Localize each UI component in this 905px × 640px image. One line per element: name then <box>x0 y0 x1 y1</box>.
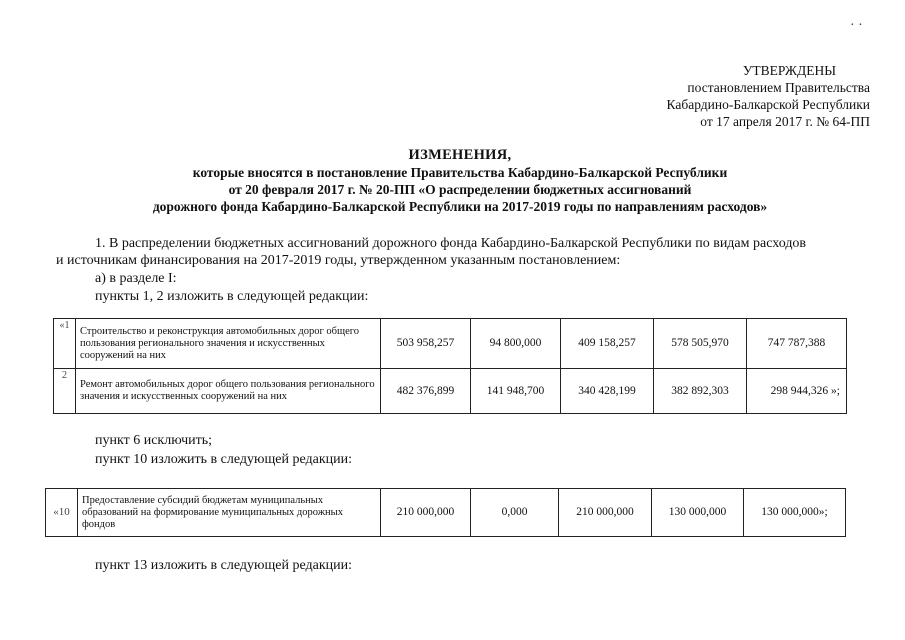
paragraph-item-13: пункт 13 изложить в следующей редакции: <box>95 558 352 573</box>
value-cell: 94 800,000 <box>471 319 561 369</box>
document-title <box>60 147 860 215</box>
value-cell: 482 376,899 <box>381 369 471 414</box>
approval-line-1: постановлением Правительства <box>687 80 870 95</box>
value-cell: 382 892,303 <box>654 369 747 414</box>
value-cell: 141 948,700 <box>471 369 561 414</box>
value-cell: 503 958,257 <box>381 319 471 369</box>
paragraph-section: а) в разделе I: <box>95 271 177 286</box>
paragraph-item-10: пункт 10 изложить в следующей редакции: <box>95 452 352 467</box>
value-cell: 0,000 <box>471 489 559 537</box>
changes-table-1 <box>53 318 847 414</box>
table-row <box>54 369 847 414</box>
value-cell: 130 000,000 <box>652 489 744 537</box>
value-cell: 409 158,257 <box>561 319 654 369</box>
changes-table-2 <box>45 488 846 537</box>
approval-line-3: от 17 апреля 2017 г. № 64-ПП <box>700 114 870 129</box>
paragraph-1-line-1: 1. В распределении бюджетных ассигнований дорожного фонда Кабардино-Балкарской Республики по видам расходов <box>95 236 807 251</box>
row-number: «1 <box>54 319 76 369</box>
table-row <box>54 319 847 369</box>
value-cell: 578 505,970 <box>654 319 747 369</box>
row-description: Предоставление субсидий бюджетам муниципальных образований на формирование муниципальных дорожных фондов <box>78 489 381 537</box>
row-number: «10 <box>46 489 78 537</box>
approval-block <box>600 62 870 130</box>
value-cell: 210 000,000 <box>381 489 471 537</box>
paragraph-item-6: пункт 6 исключить; <box>95 433 213 448</box>
row-description: Строительство и реконструкция автомобильных дорог общего пользования регионального значения и искусственных сооружений на них <box>76 319 381 369</box>
value-cell: 210 000,000 <box>559 489 652 537</box>
approval-line-2: Кабардино-Балкарской Республики <box>666 97 870 112</box>
scan-marks: · · <box>850 18 863 33</box>
value-cell: 747 787,388 <box>747 319 847 369</box>
title-line-3: от 20 февраля 2017 г. № 20-ПП «О распределении бюджетных ассигнований <box>228 182 692 197</box>
table-row <box>46 489 846 537</box>
value-cell: 130 000,000»; <box>744 489 846 537</box>
title-line-2: которые вносятся в постановление Правительства Кабардино-Балкарской Республики <box>192 165 728 180</box>
row-number: 2 <box>54 369 76 414</box>
value-cell: 340 428,199 <box>561 369 654 414</box>
title-line-4: дорожного фонда Кабардино-Балкарской Республики на 2017-2019 годы по направлениям расходов» <box>152 199 768 214</box>
title-line-1: ИЗМЕНЕНИЯ, <box>408 147 512 163</box>
row-description: Ремонт автомобильных дорог общего пользования регионального значения и искусственных сооружений на них <box>76 369 381 414</box>
paragraph-1-line-2: и источникам финансирования на 2017-2019 годы, утвержденном указанным постановлением: <box>56 253 621 268</box>
approval-heading: УТВЕРЖДЕНЫ <box>742 63 836 78</box>
paragraph-items-1-2: пункты 1, 2 изложить в следующей редакции: <box>95 289 369 304</box>
value-cell: 298 944,326 »; <box>747 369 847 414</box>
